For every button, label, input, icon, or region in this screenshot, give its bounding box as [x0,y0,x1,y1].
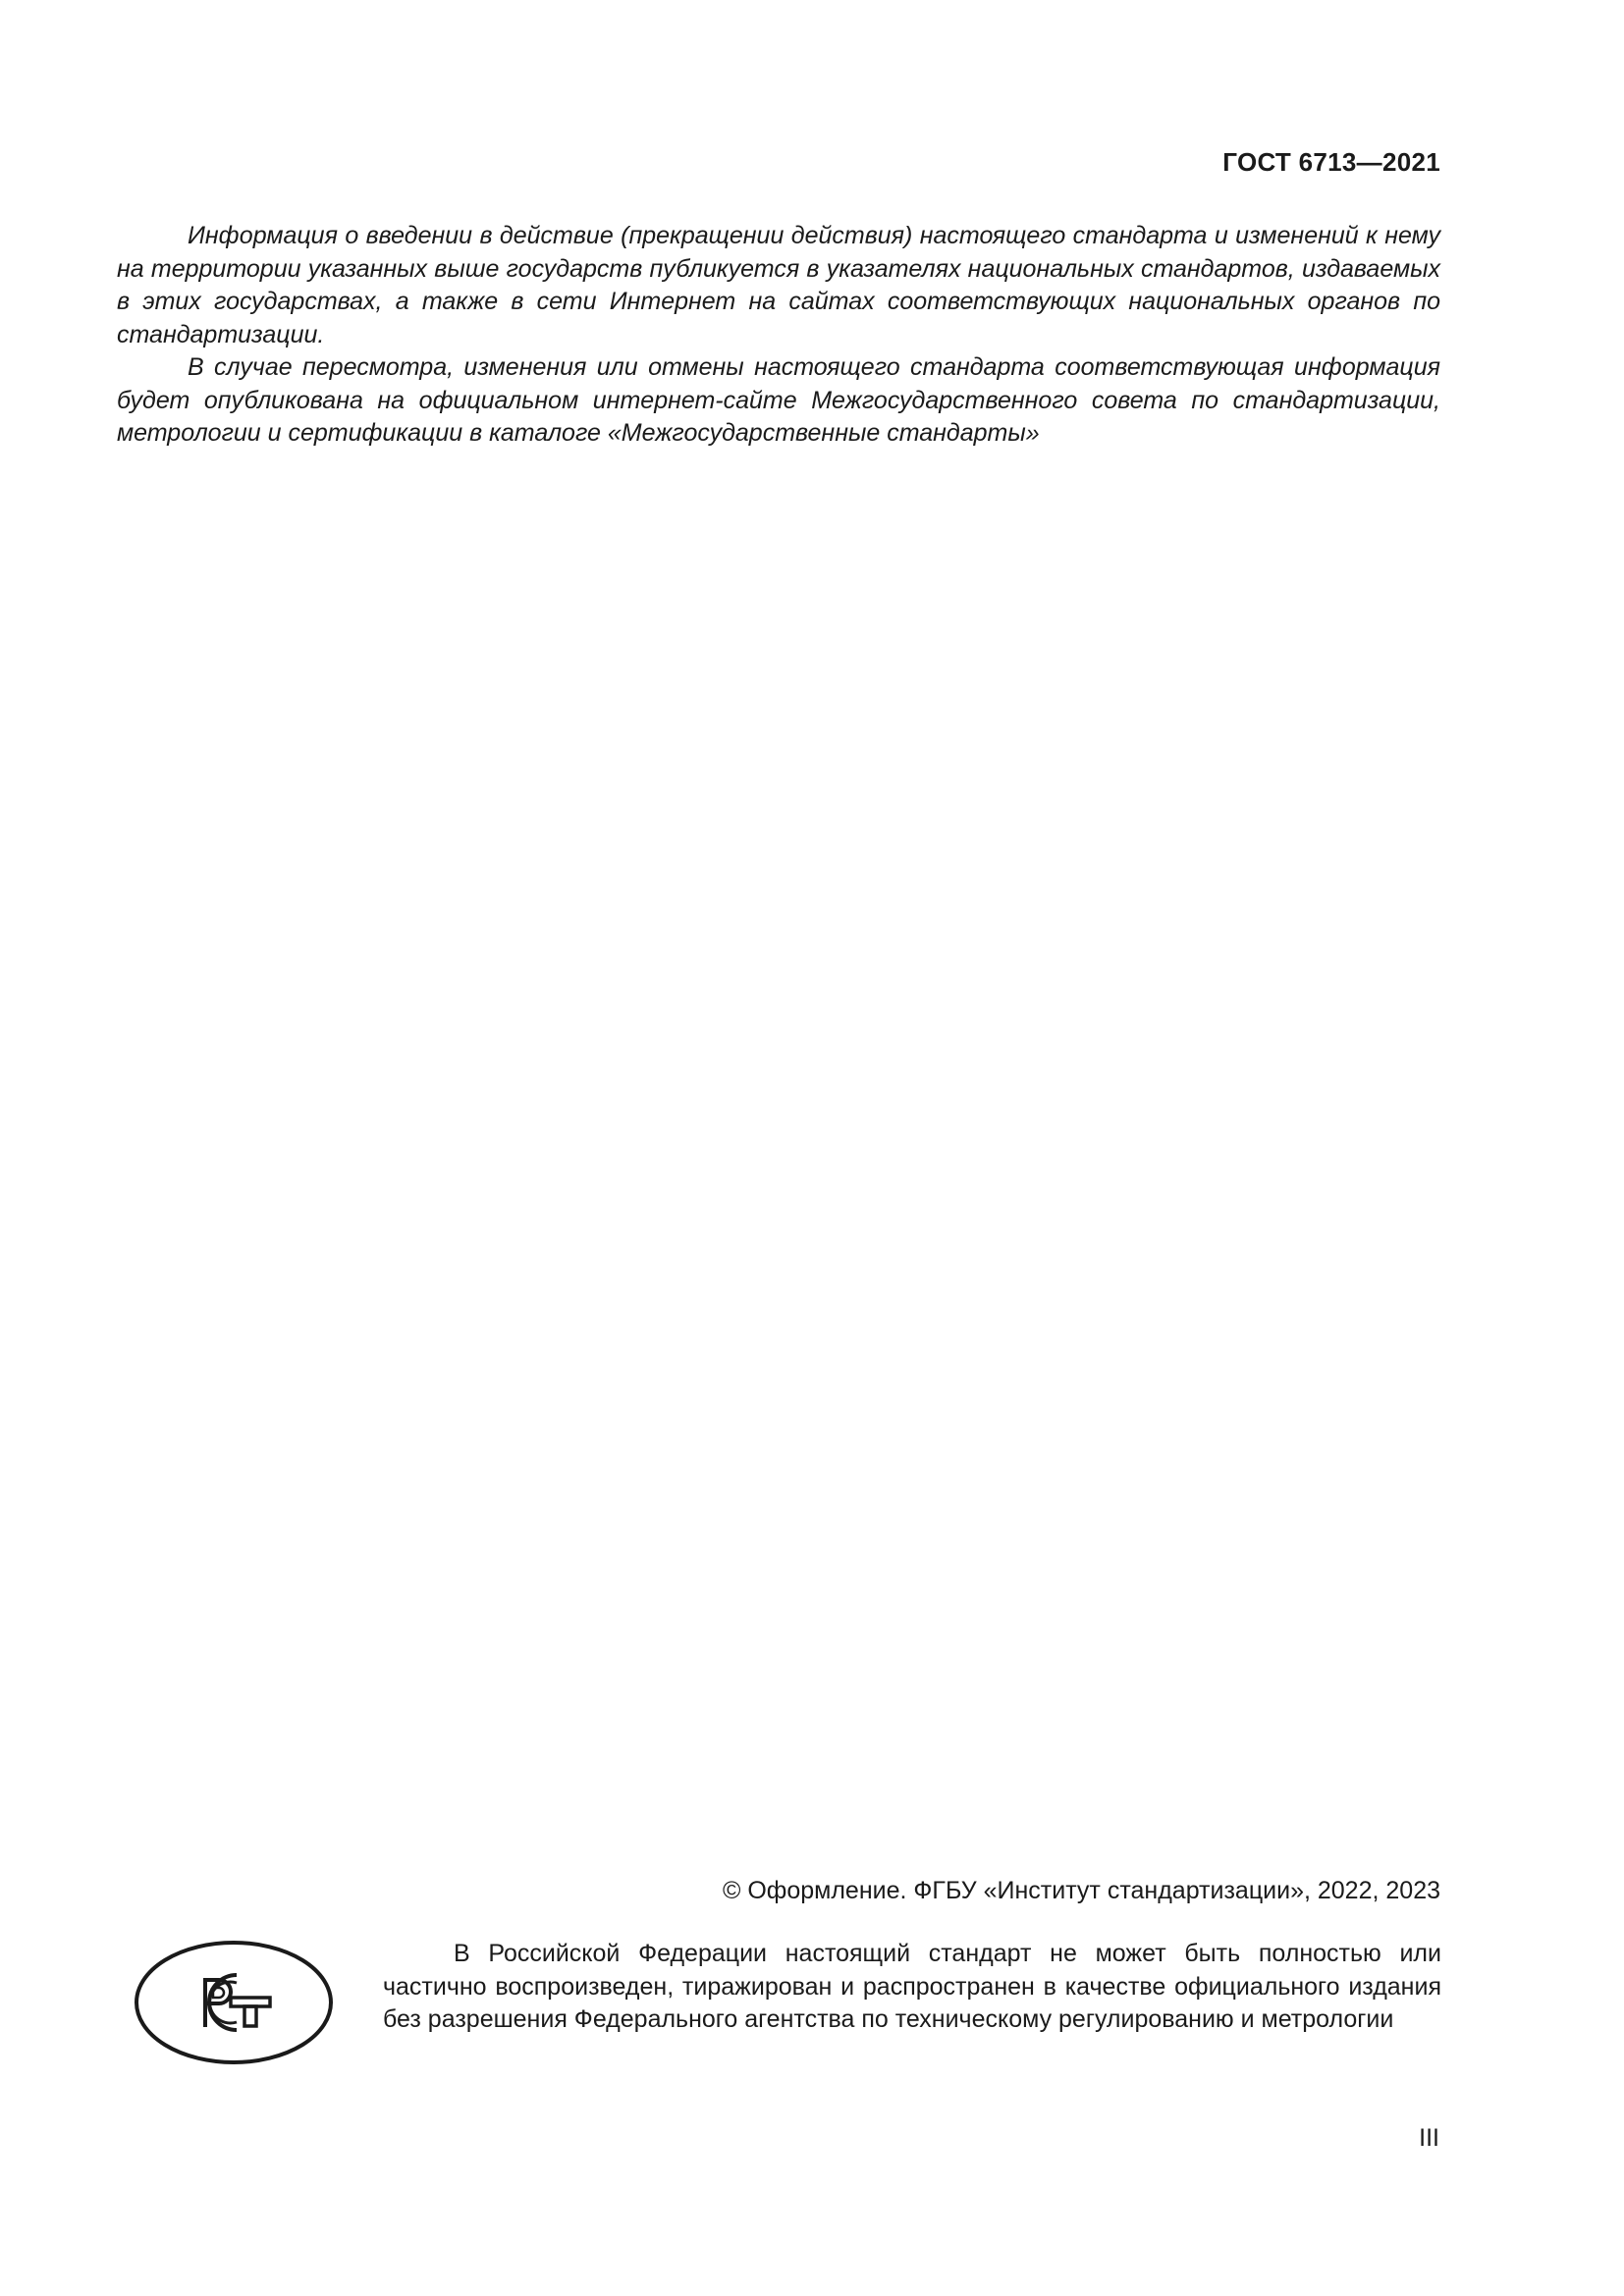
copyright-line: © Оформление. ФГБУ «Институт стандартизации», 2022, 2023 [722,1877,1440,1904]
reproduction-notice: В Российской Федерации настоящий стандарт не может быть полностью или частично воспроизведен, тиражирован и распространен в качестве официального издания без разрешения Федерального агентства по техническому регулированию и метрологии [383,1940,1441,2033]
document-code: ГОСТ 6713—2021 [1222,147,1440,177]
page-number: III [1419,2124,1439,2152]
intro-paragraph: В случае пересмотра, изменения или отмены настоящего стандарта соответствующая информация будет опубликована на официальном интернет-сайте Межгосударственного совета по стандартизации, метрологии и сертификации в каталоге «Межгосударственные стандарты» [117,353,1440,447]
intro-paragraph: Информация о введении в действие (прекращении действия) настоящего стандарта и изменений к нему на территории указанных выше государств публикуется в указателях национальных стандартов, издаваемых в этих государствах, а также в сети Интернет на сайтах соответствующих национальных органов по стандартизации. [117,222,1440,348]
intro-section [117,220,1440,451]
gost-r-certification-mark-icon [133,1939,335,2066]
